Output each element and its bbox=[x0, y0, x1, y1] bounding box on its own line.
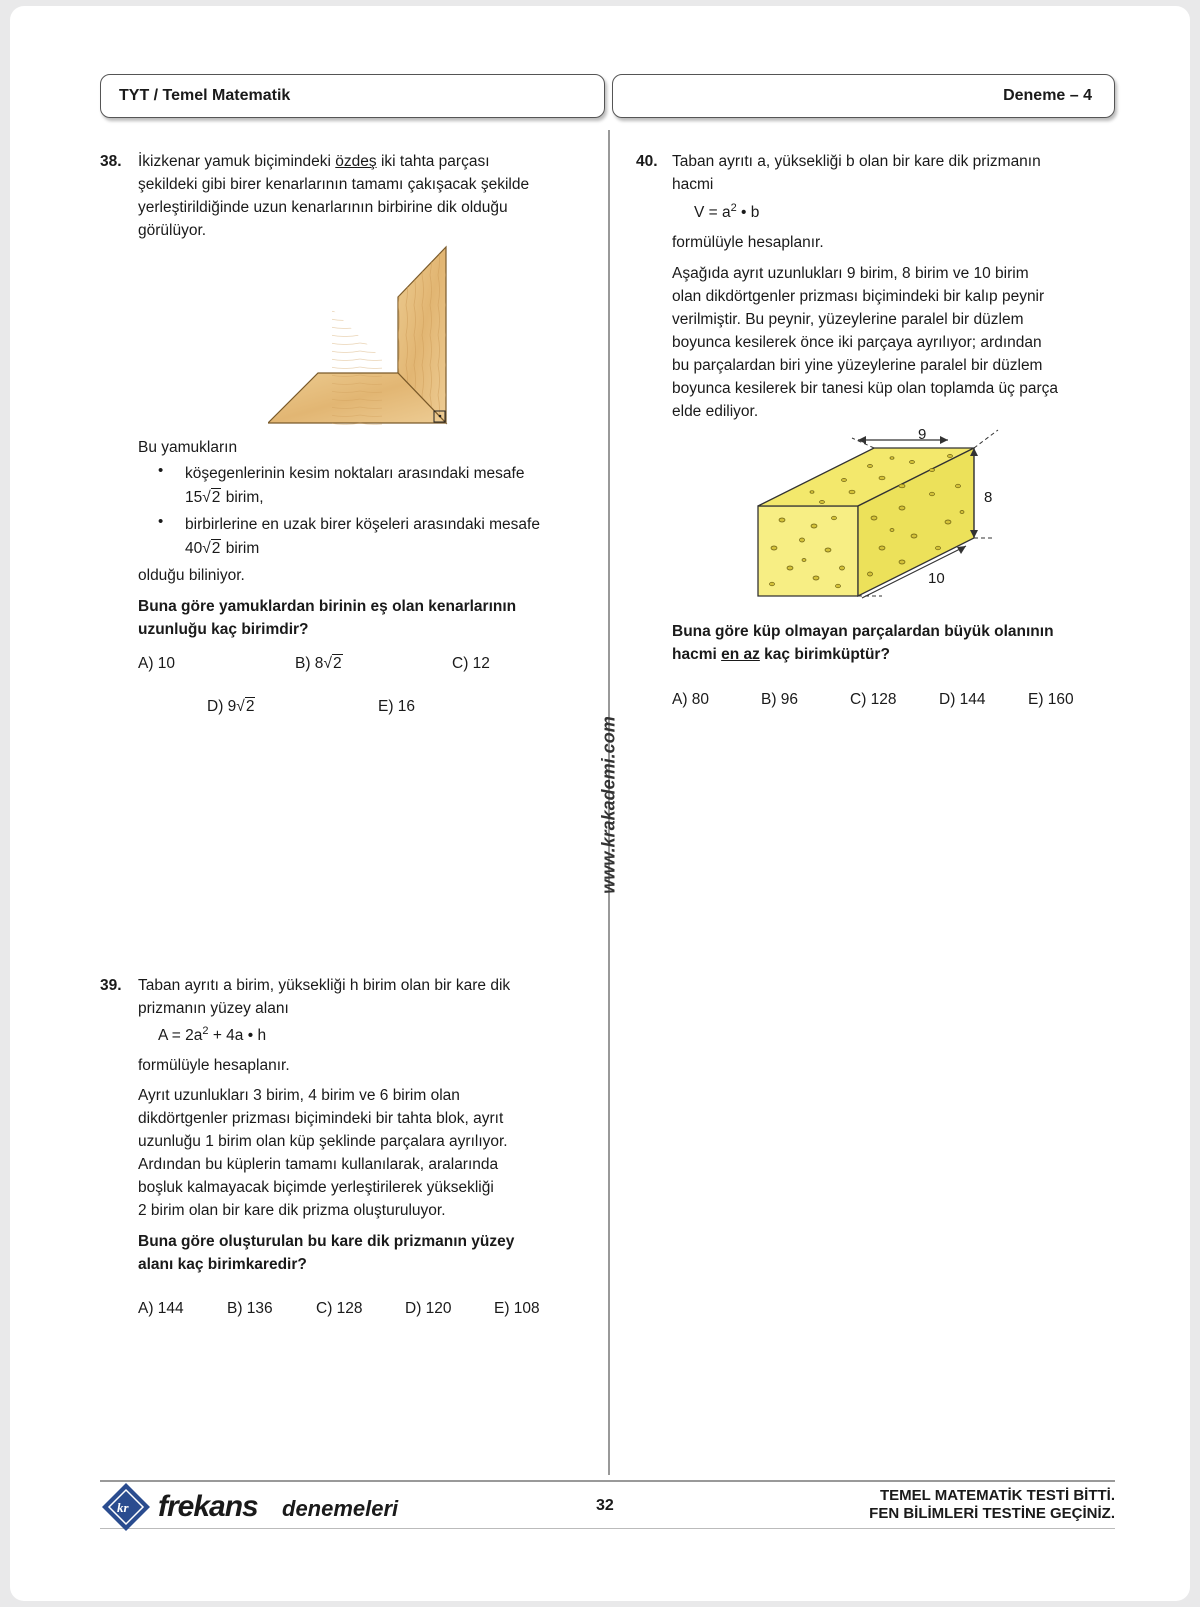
watermark: www.krakademi.com bbox=[598, 716, 619, 894]
header-test-name: Deneme – 4 bbox=[1003, 87, 1092, 104]
option-a[interactable]: A) 10 bbox=[138, 655, 176, 672]
question-number: 40. bbox=[636, 153, 658, 170]
trapezoid-wood-figure bbox=[268, 245, 452, 425]
body-line: Aşağıda ayrıt uzunlukları 9 birim, 8 birim ve 10 birim bbox=[672, 265, 1029, 282]
option-a[interactable]: A) 144 bbox=[138, 1300, 184, 1317]
body-line: dikdörtgenler prizması biçimindeki bir tahta blok, ayrıt bbox=[138, 1110, 504, 1127]
dim-label-right: 8 bbox=[984, 489, 993, 506]
body-line: elde ediliyor. bbox=[672, 403, 759, 420]
body-line: uzunluğu 1 birim olan küp şeklinde parçalara ayrılıyor. bbox=[138, 1133, 508, 1150]
body-line: olan dikdörtgenler prizması biçimindeki bir kalıp peynir bbox=[672, 288, 1045, 305]
formula-note: formülüyle hesaplanır. bbox=[138, 1057, 290, 1074]
formula-note: formülüyle hesaplanır. bbox=[672, 234, 824, 251]
option-b[interactable]: B) 96 bbox=[761, 691, 799, 708]
option-e[interactable]: E) 160 bbox=[1028, 691, 1074, 708]
bullet-line: 40√2 birim bbox=[185, 540, 260, 557]
question-prompt: alanı kaç birimkaredir? bbox=[138, 1256, 307, 1273]
brand-name: frekans bbox=[158, 1490, 258, 1523]
cheese-prism-figure bbox=[752, 428, 1002, 604]
question-stem-line: İkizkenar yamuk biçimindeki özdeş iki tahta parçası bbox=[138, 153, 490, 170]
bullet-line: 15√2 birim, bbox=[185, 489, 264, 506]
body-line: Ardından bu küplerin tamamı kullanılarak, aralarında bbox=[138, 1156, 499, 1173]
logo-text: kr bbox=[117, 1500, 129, 1515]
end-message: TEMEL MATEMATİK TESTİ BİTTİ. FEN BİLİMLERİ TESTİNE GEÇİNİZ. bbox=[869, 1487, 1115, 1522]
header-subject: TYT / Temel Matematik bbox=[119, 87, 291, 104]
intro-text: Bu yamukların bbox=[138, 439, 238, 456]
dim-label-top: 9 bbox=[918, 428, 927, 443]
question-number: 39. bbox=[100, 977, 122, 994]
body-line: boyunca kesilerek bir tanesi küp olan toplamda üç parça bbox=[672, 380, 1059, 397]
brand-subtitle: denemeleri bbox=[282, 1496, 399, 1521]
question-stem-line: Taban ayrıtı a birim, yüksekliği h birim olan bir kare dik bbox=[138, 977, 511, 994]
option-e[interactable]: E) 16 bbox=[378, 698, 416, 715]
header-right bbox=[612, 74, 1115, 118]
body-line: boşluk kalmayacak biçimde yerleştirilerek yüksekliği bbox=[138, 1179, 494, 1196]
question-prompt: Buna göre küp olmayan parçalardan büyük olanının bbox=[672, 623, 1054, 640]
page-number: 32 bbox=[596, 1497, 614, 1514]
question-prompt: Buna göre oluşturulan bu kare dik prizmanın yüzey bbox=[138, 1233, 515, 1250]
formula: $V = a^2$ • b bbox=[694, 201, 760, 221]
dim-label-bottom: 10 bbox=[928, 570, 945, 587]
body-line: Ayrıt uzunlukları 3 birim, 4 birim ve 6 birim olan bbox=[138, 1087, 460, 1104]
question-prompt: Buna göre yamuklardan birinin eş olan kenarlarının bbox=[138, 598, 517, 615]
kr-logo-icon bbox=[100, 1481, 152, 1533]
question-stem-line: prizmanın yüzey alanı bbox=[138, 1000, 289, 1017]
body-line: boyunca kesilerek önce iki parçaya ayrılıyor; ardından bbox=[672, 334, 1042, 351]
bullet-line: birbirlerine en uzak birer köşeleri arasındaki mesafe bbox=[185, 516, 540, 533]
question-prompt: uzunluğu kaç birimdir? bbox=[138, 621, 309, 638]
option-d[interactable]: D) 9√2 bbox=[207, 698, 255, 715]
option-d[interactable]: D) 144 bbox=[939, 691, 986, 708]
header-left bbox=[100, 74, 605, 118]
footer-divider bbox=[100, 1480, 1115, 1482]
body-line: verilmiştir. Bu peynir, yüzeylerine paralel bir düzlem bbox=[672, 311, 1024, 328]
question-number: 38. bbox=[100, 153, 122, 170]
option-c[interactable]: C) 128 bbox=[316, 1300, 363, 1317]
formula: $A = 2a^2 + 4a$ • h bbox=[158, 1024, 267, 1044]
question-prompt: hacmi en az kaç birimküptür? bbox=[672, 646, 890, 663]
option-b[interactable]: B) 136 bbox=[227, 1300, 273, 1317]
option-c[interactable]: C) 12 bbox=[452, 655, 490, 672]
option-b[interactable]: B) 8√2 bbox=[295, 655, 342, 672]
outro-text: olduğu biliniyor. bbox=[138, 567, 245, 584]
body-line: 2 birim olan bir kare dik prizma oluşturuluyor. bbox=[138, 1202, 446, 1219]
question-stem-line: yerleştirildiğinde uzun kenarlarının birbirine dik olduğu bbox=[138, 199, 508, 216]
bullet-icon: • bbox=[158, 513, 164, 530]
bullet-line: köşegenlerinin kesim noktaları arasındaki mesafe bbox=[185, 465, 525, 482]
question-stem-line: görülüyor. bbox=[138, 222, 207, 239]
body-line: bu parçalardan biri yine yüzeylerine paralel bir düzlem bbox=[672, 357, 1043, 374]
bullet-icon: • bbox=[158, 462, 164, 479]
question-stem-line: Taban ayrıtı a, yüksekliği b olan bir kare dik prizmanın bbox=[672, 153, 1041, 170]
question-stem-line: şekildeki gibi birer kenarlarının tamamı çakışacak şekilde bbox=[138, 176, 530, 193]
footer-divider-bottom bbox=[100, 1528, 1115, 1529]
option-a[interactable]: A) 80 bbox=[672, 691, 710, 708]
option-c[interactable]: C) 128 bbox=[850, 691, 897, 708]
option-e[interactable]: E) 108 bbox=[494, 1300, 540, 1317]
question-stem-line: hacmi bbox=[672, 176, 714, 193]
option-d[interactable]: D) 120 bbox=[405, 1300, 452, 1317]
